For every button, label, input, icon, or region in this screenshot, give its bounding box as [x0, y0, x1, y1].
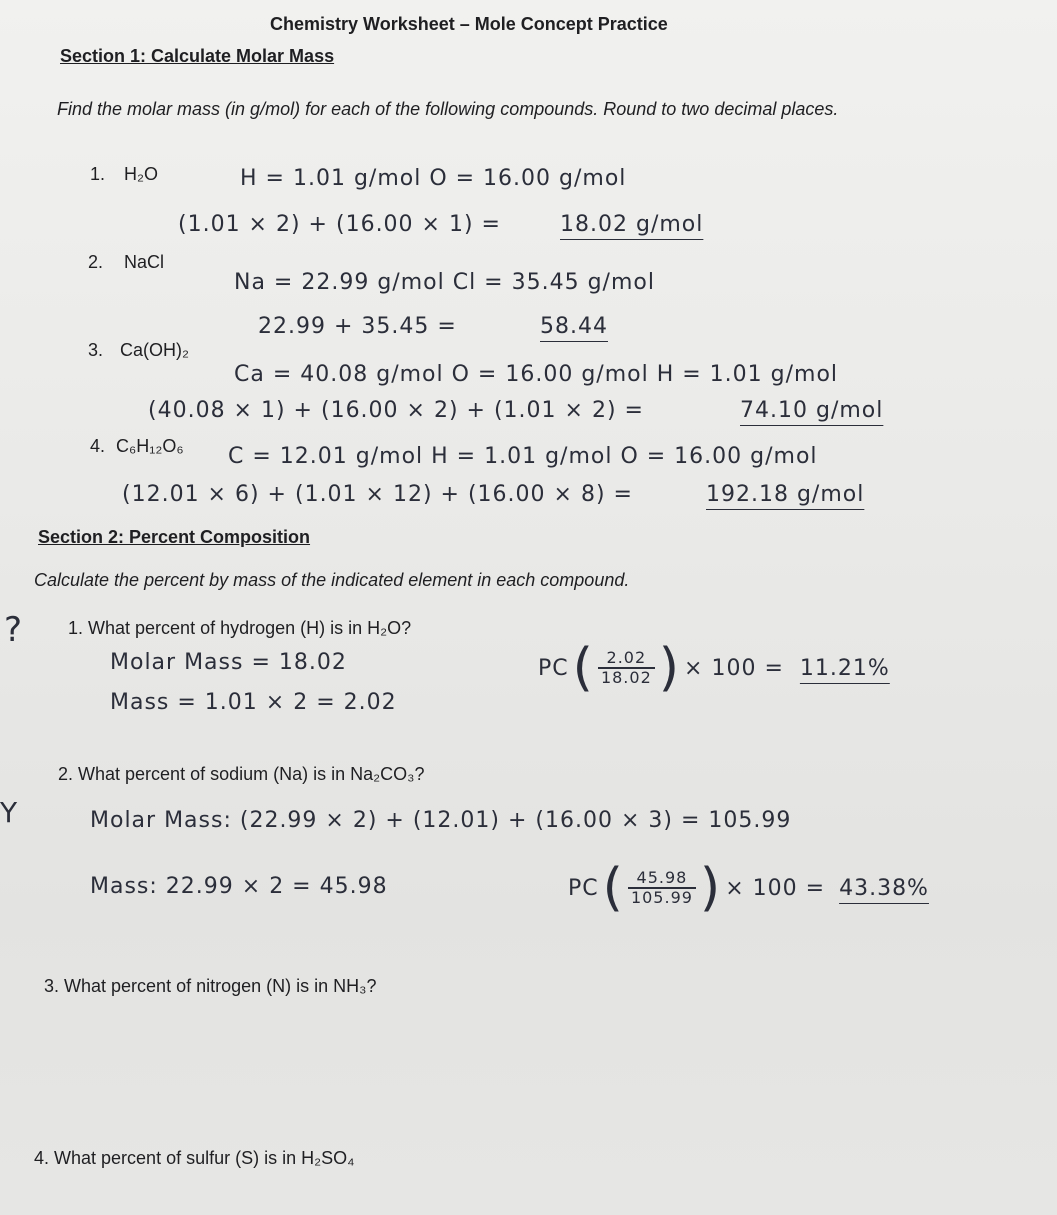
q1-mass: Mass = 1.01 × 2 = 2.02	[110, 690, 397, 715]
item4-work-line2: (12.01 × 6) + (1.01 × 12) + (16.00 × 8) =	[122, 482, 633, 507]
q1-answer: 11.21%	[799, 655, 890, 681]
item3-formula: Ca(OH)₂	[120, 340, 189, 360]
q2-fraction	[628, 869, 696, 908]
q2-margin-mark: Y	[0, 796, 18, 829]
q2-left-paren: (	[602, 858, 624, 918]
section1-instructions: Find the molar mass (in g/mol) for each of the following compounds. Round to two decimal places.	[57, 99, 839, 119]
item1-work-line2: (1.01 × 2) + (16.00 × 1) =	[178, 212, 501, 237]
item4-work-line1: C = 12.01 g/mol H = 1.01 g/mol O = 16.00 g/mol	[228, 444, 818, 469]
item4-answer: 192.18 g/mol	[706, 482, 865, 507]
item3-number: 3.	[88, 340, 104, 360]
item4-number: 4.	[90, 436, 106, 456]
item1-number: 1.	[90, 164, 106, 184]
section2-heading: Section 2: Percent Composition	[38, 527, 311, 547]
q1-fraction-numerator: 2.02	[598, 649, 655, 669]
q1-pc-label: PC	[538, 655, 569, 681]
item3-answer: 74.10 g/mol	[740, 398, 884, 423]
q1-left-paren: (	[572, 638, 594, 698]
q1-text: 1. What percent of hydrogen (H) is in H₂O?	[68, 618, 412, 638]
section1-heading: Section 1: Calculate Molar Mass	[60, 46, 335, 66]
q2-right-paren: )	[699, 858, 722, 918]
q2-mass: Mass: 22.99 × 2 = 45.98	[90, 874, 388, 899]
item2-work-line1: Na = 22.99 g/mol Cl = 35.45 g/mol	[234, 270, 655, 295]
item1-formula: H₂O	[124, 164, 158, 184]
worksheet-title: Chemistry Worksheet – Mole Concept Practice	[270, 14, 668, 34]
q4-text: 4. What percent of sulfur (S) is in H₂SO₄	[34, 1148, 355, 1168]
q1-fraction-denominator: 18.02	[600, 668, 652, 687]
q2-fraction-numerator: 45.98	[628, 869, 696, 889]
q1-molar-mass: Molar Mass = 18.02	[110, 650, 347, 675]
section2-instructions: Calculate the percent by mass of the indicated element in each compound.	[34, 570, 630, 590]
item2-formula: NaCl	[124, 252, 165, 272]
q1-percent-calc	[538, 638, 890, 698]
q2-fraction-denominator: 105.99	[630, 888, 693, 907]
item1-work-line1: H = 1.01 g/mol O = 16.00 g/mol	[240, 166, 627, 191]
q2-answer: 43.38%	[839, 875, 929, 901]
item2-answer: 58.44	[540, 314, 608, 339]
q2-times-100: × 100 =	[725, 875, 826, 901]
q2-text: 2. What percent of sodium (Na) is in Na₂CO₃?	[58, 764, 425, 784]
q1-margin-mark: ?	[4, 610, 23, 650]
q2-percent-calc	[568, 858, 929, 918]
item1-answer: 18.02 g/mol	[560, 212, 704, 237]
q3-text: 3. What percent of nitrogen (N) is in NH₃?	[44, 976, 377, 996]
item2-work-line2: 22.99 + 35.45 =	[258, 314, 457, 339]
q1-times-100: × 100 =	[684, 655, 784, 681]
item2-number: 2.	[88, 252, 104, 272]
q1-right-paren: )	[658, 638, 681, 698]
item4-formula: C₆H₁₂O₆	[116, 436, 184, 456]
q2-molar-mass: Molar Mass: (22.99 × 2) + (12.01) + (16.00 × 3) = 105.99	[90, 808, 792, 833]
item3-work-line2: (40.08 × 1) + (16.00 × 2) + (1.01 × 2) =	[148, 398, 644, 423]
item3-work-line1: Ca = 40.08 g/mol O = 16.00 g/mol H = 1.01 g/mol	[234, 362, 839, 387]
q1-fraction	[598, 649, 655, 688]
q2-pc-label: PC	[568, 875, 599, 901]
